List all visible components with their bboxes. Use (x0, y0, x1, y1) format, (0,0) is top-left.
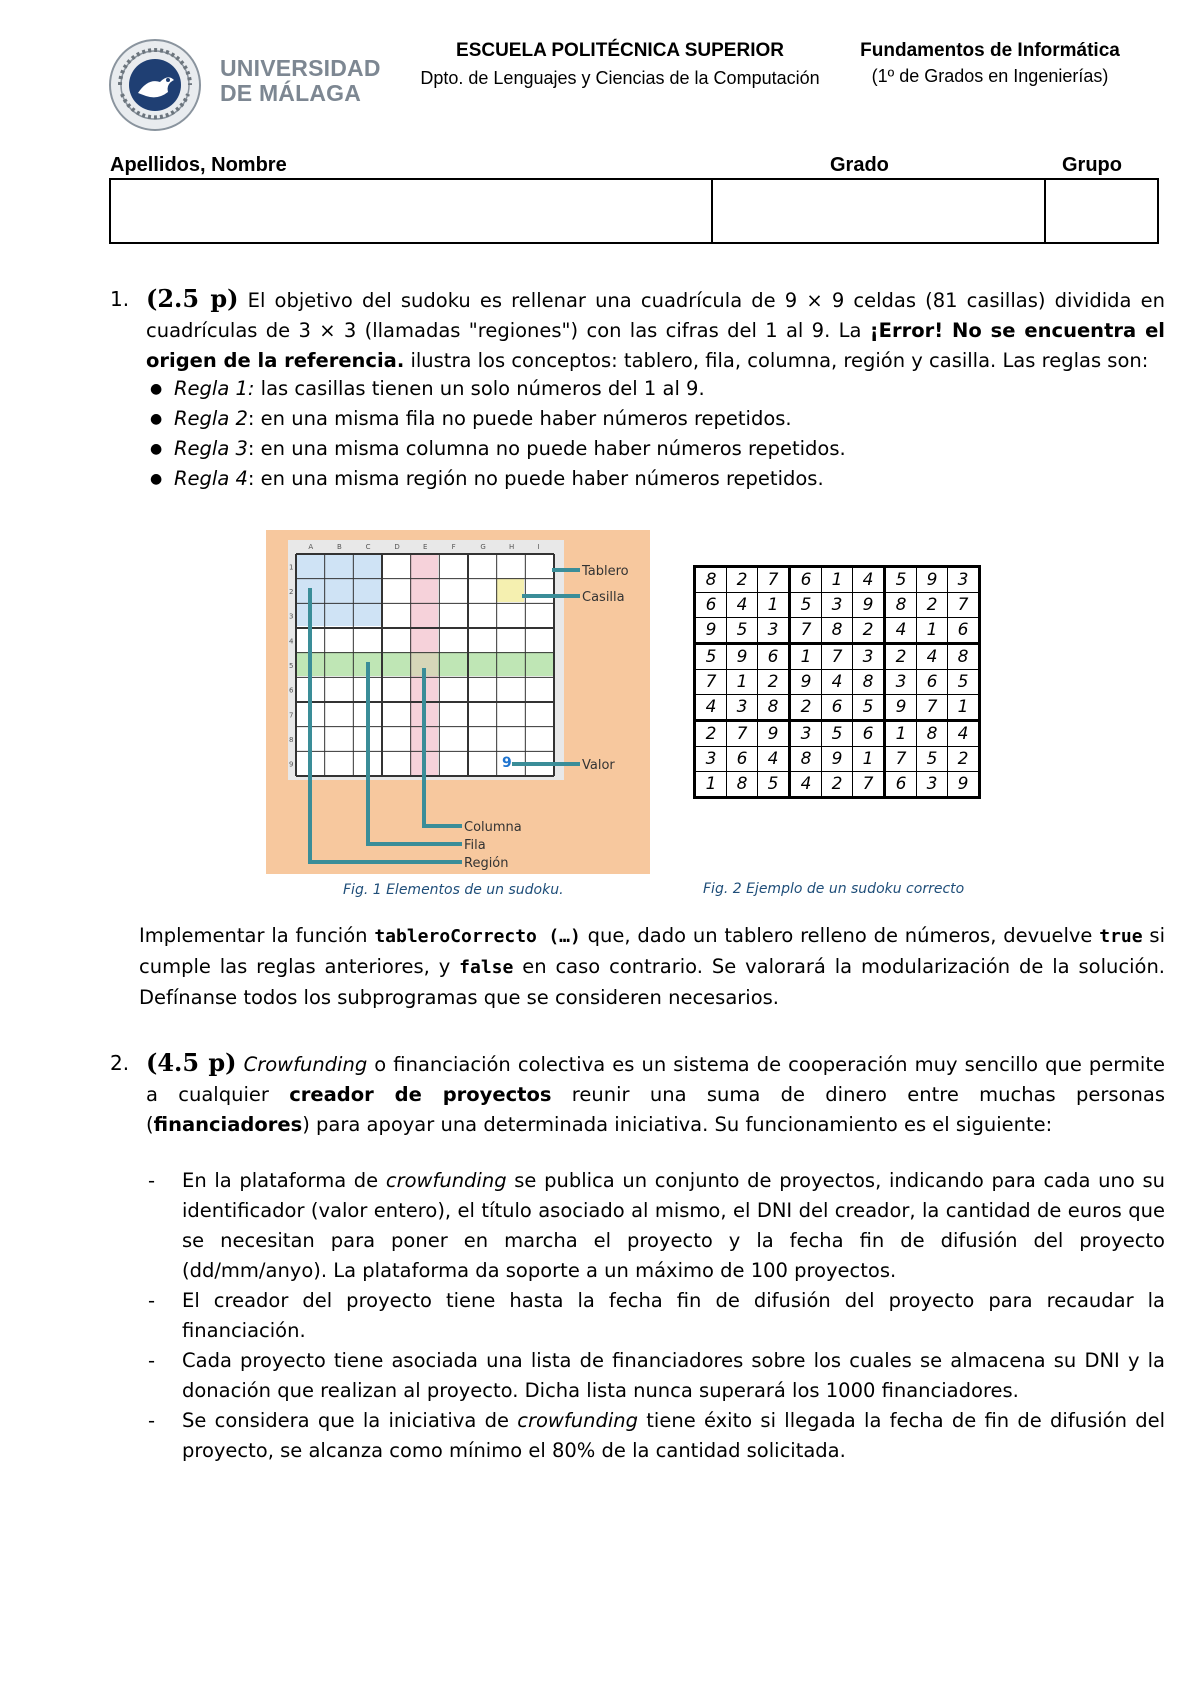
sudoku-cell: 7 (885, 747, 917, 772)
school-name: ESCUELA POLITÉCNICA SUPERIOR (456, 40, 784, 61)
sudoku-cell: 3 (853, 644, 885, 670)
sudoku-cell: 3 (727, 695, 758, 721)
sudoku-cell: 8 (727, 772, 758, 798)
department-name: Dpto. de Lenguajes y Ciencias de la Computación (420, 68, 820, 88)
sudoku-cell: 7 (822, 644, 853, 670)
sudoku-cell: 6 (885, 772, 917, 798)
sudoku-cell: 9 (758, 721, 790, 747)
sudoku-cell: 4 (758, 747, 790, 772)
q1-points: (2.5 p) (146, 284, 239, 313)
sudoku-cell: 2 (885, 644, 917, 670)
sudoku-cell: 9 (948, 772, 980, 798)
q1-paragraph: (2.5 p) El objetivo del sudoku es rellenar una cuadrícula de 9 × 9 celdas (81 casillas) dividida en cuadrículas de 3 × 3 (llamadas "regiones") con las cifras del 1 al 9. La ¡Error! No se encuentra el origen de la referencia. ilustra los conceptos: tablero, fila, columna, región y casilla. Las reglas son: (146, 284, 1165, 372)
value-digit: 9 (502, 755, 512, 771)
label-tablero: Tablero (582, 564, 629, 579)
sudoku-cell: 4 (790, 772, 822, 798)
row-number: 8 (289, 736, 294, 744)
column-letter: I (537, 543, 540, 551)
sudoku-cell: 6 (727, 747, 758, 772)
column-letter: F (451, 543, 456, 551)
fig1-caption: Fig. 1 Elementos de un sudoku. (343, 882, 564, 898)
sudoku-cell: 8 (885, 593, 917, 618)
sudoku-cell: 5 (790, 593, 822, 618)
column-letter: A (308, 543, 314, 551)
sudoku-cell: 6 (790, 567, 822, 593)
sudoku-cell: 8 (695, 567, 727, 593)
sudoku-cell: 8 (948, 644, 980, 670)
column-letter: C (365, 543, 371, 551)
sudoku-cell: 7 (758, 567, 790, 593)
row-number: 4 (289, 637, 294, 646)
true-keyword: true (1099, 926, 1143, 947)
label-region: Región (464, 856, 509, 871)
name-field[interactable] (111, 180, 711, 242)
figure-sudoku-elements (266, 530, 650, 874)
sudoku-cell: 5 (917, 747, 948, 772)
sudoku-cell: 4 (917, 644, 948, 670)
sudoku-cell: 1 (917, 618, 948, 644)
sudoku-cell: 1 (695, 772, 727, 798)
row-number: 1 (289, 563, 294, 572)
sudoku-cell: 2 (917, 593, 948, 618)
header-course (840, 40, 1140, 87)
sudoku-row (695, 644, 980, 670)
sudoku-cell: 5 (885, 567, 917, 593)
sudoku-cell: 5 (948, 670, 980, 695)
sudoku-cell: 7 (727, 721, 758, 747)
list-item: - Cada proyecto tiene asociada una lista de financiadores sobre los cuales se almacena su DNI y la donación que realizan al proyecto. Dicha lista nunca superará los 1000 financiadores. (148, 1349, 1165, 1402)
sudoku-cell: 7 (917, 695, 948, 721)
list-item: ● Regla 1: las casillas tienen un solo números del 1 al 9. (146, 374, 1146, 404)
sudoku-cell: 8 (917, 721, 948, 747)
sudoku-cell: 2 (758, 670, 790, 695)
sudoku-cell: 6 (853, 721, 885, 747)
sudoku-cell: 9 (790, 670, 822, 695)
sudoku-cell: 9 (917, 567, 948, 593)
sudoku-cell: 7 (948, 593, 980, 618)
sudoku-cell: 5 (822, 721, 853, 747)
course-name: Fundamentos de Informática (860, 40, 1120, 61)
sudoku-row (695, 670, 980, 695)
degree-field[interactable] (713, 180, 1044, 242)
sudoku-cell: 2 (695, 721, 727, 747)
sudoku-cell: 1 (790, 644, 822, 670)
sudoku-cell: 1 (822, 567, 853, 593)
sudoku-row (695, 721, 980, 747)
sudoku-cell: 5 (853, 695, 885, 721)
sudoku-cell: 1 (885, 721, 917, 747)
sudoku-cell: 6 (695, 593, 727, 618)
row-number: 5 (289, 662, 294, 670)
sudoku-row (695, 593, 980, 618)
sudoku-cell: 9 (727, 644, 758, 670)
row-number: 7 (289, 711, 294, 720)
sudoku-row (695, 618, 980, 644)
sudoku-cell: 2 (822, 772, 853, 798)
sudoku-cell: 8 (822, 618, 853, 644)
q2-list (148, 1166, 1165, 1466)
university-logo (108, 38, 381, 130)
sudoku-cell: 7 (695, 670, 727, 695)
sudoku-cell: 8 (853, 670, 885, 695)
degree-label: Grado (830, 154, 889, 176)
sudoku-cell: 3 (948, 567, 980, 593)
sudoku-cell: 9 (853, 593, 885, 618)
sudoku-cell: 2 (948, 747, 980, 772)
sudoku-cell: 4 (695, 695, 727, 721)
group-field[interactable] (1046, 180, 1157, 242)
q2-paragraph: (4.5 p) Crowfunding o financiación colectiva es un sistema de cooperación muy sencillo que permite a cualquier creador de proyectos reunir una suma de dinero entre muchas personas (financiadores) para apoyar una determinada iniciativa. Su funcionamiento es el siguiente: (146, 1048, 1165, 1136)
sudoku-cell: 4 (885, 618, 917, 644)
sudoku-cell: 6 (822, 695, 853, 721)
column-letter: H (509, 543, 515, 551)
sudoku-cell: 4 (822, 670, 853, 695)
sudoku-cell: 2 (790, 695, 822, 721)
rules-list (146, 374, 1146, 494)
sudoku-cell: 1 (758, 593, 790, 618)
sudoku-cell: 3 (790, 721, 822, 747)
column-letter: E (423, 543, 428, 551)
sudoku-cell: 6 (917, 670, 948, 695)
sudoku-cell: 8 (758, 695, 790, 721)
sudoku-cell: 9 (885, 695, 917, 721)
sudoku-cell: 8 (790, 747, 822, 772)
list-item: ● Regla 4: en una misma región no puede haber números repetidos. (146, 464, 1146, 494)
row-number: 6 (289, 686, 294, 695)
sudoku-cell: 6 (948, 618, 980, 644)
q1-number: 1. (110, 287, 130, 311)
q1-implementation: Implementar la función tableroCorrecto (…) que, dado un tablero relleno de números, devuelve true si cumple las reglas anteriores, y false en caso contrario. Se valorará la modularización de la solución. Defínanse todos los subprogramas que se consideren necesarios. (139, 924, 1165, 1009)
sudoku-cell: 4 (853, 567, 885, 593)
sudoku-row (695, 747, 980, 772)
list-item: ● Regla 2: en una misma fila no puede haber números repetidos. (146, 404, 1146, 434)
label-casilla: Casilla (582, 590, 625, 605)
sudoku-cell: 2 (727, 567, 758, 593)
sudoku-cell: 9 (822, 747, 853, 772)
sudoku-cell: 4 (727, 593, 758, 618)
column-letter: G (480, 543, 486, 551)
sudoku-cell: 3 (917, 772, 948, 798)
sudoku-row (695, 772, 980, 798)
sudoku-cell: 5 (758, 772, 790, 798)
sudoku-row (695, 695, 980, 721)
name-label: Apellidos, Nombre (110, 154, 287, 176)
sudoku-cell: 6 (758, 644, 790, 670)
sudoku-cell: 1 (853, 747, 885, 772)
sudoku-cell: 4 (948, 721, 980, 747)
sudoku-cell: 7 (790, 618, 822, 644)
sudoku-cell: 3 (695, 747, 727, 772)
university-seal-icon (108, 38, 202, 132)
list-item: - El creador del proyecto tiene hasta la fecha fin de difusión del proyecto para recaudar la financiación. (148, 1289, 1165, 1342)
sudoku-cell: 3 (822, 593, 853, 618)
label-columna: Columna (464, 820, 522, 835)
list-item: - Se considera que la iniciativa de crowfunding tiene éxito si llegada la fecha de fin de difusión del proyecto, se alcanza como mínimo el 80% de la cantidad solicitada. (148, 1409, 1166, 1462)
sudoku-cell: 5 (727, 618, 758, 644)
sudoku-cell: 7 (853, 772, 885, 798)
sudoku-grid (693, 565, 981, 799)
sudoku-cell: 2 (853, 618, 885, 644)
function-name: tableroCorrecto (…) (374, 926, 581, 947)
false-keyword: false (459, 957, 514, 978)
sudoku-cell: 1 (727, 670, 758, 695)
row-number: 9 (289, 760, 294, 769)
header-school (420, 40, 820, 90)
label-valor: Valor (582, 758, 615, 773)
column-letter: D (394, 543, 400, 551)
group-label: Grupo (1062, 154, 1122, 176)
sudoku-cell: 1 (948, 695, 980, 721)
column-letter: B (337, 543, 342, 551)
list-item: ● Regla 3: en una misma columna no puede haber números repetidos. (146, 434, 1146, 464)
q2-number: 2. (110, 1051, 130, 1075)
sudoku-cell: 9 (695, 618, 727, 644)
reference-error: ¡Error! No se encuentra el origen de la referencia. (146, 319, 1165, 372)
university-name: UNIVERSIDAD DE MÁLAGA (220, 55, 381, 106)
course-sub: (1º de Grados en Ingenierías) (871, 66, 1109, 86)
q2-points: (4.5 p) (146, 1048, 237, 1077)
row-number: 3 (289, 612, 294, 621)
sudoku-row (695, 567, 980, 593)
list-item: - En la plataforma de crowfunding se publica un conjunto de proyectos, indicando para cada uno su identificador (valor entero), el título asociado al mismo, el DNI del creador, la cantidad de euros que se necesitan para poner en marcha el proyecto y la fecha fin de difusión del proyecto (dd/mm/anyo). La plataforma da soporte a un máximo de 100 proyectos. (148, 1169, 1165, 1282)
sudoku-cell: 3 (758, 618, 790, 644)
row-number: 2 (289, 588, 294, 596)
sudoku-cell: 3 (885, 670, 917, 695)
sudoku-cell: 5 (695, 644, 727, 670)
fig2-caption: Fig. 2 Ejemplo de un sudoku correcto (703, 881, 965, 897)
sudoku-elements-diagram (266, 530, 650, 874)
label-fila: Fila (464, 838, 486, 853)
figure-sudoku-example (693, 565, 986, 807)
